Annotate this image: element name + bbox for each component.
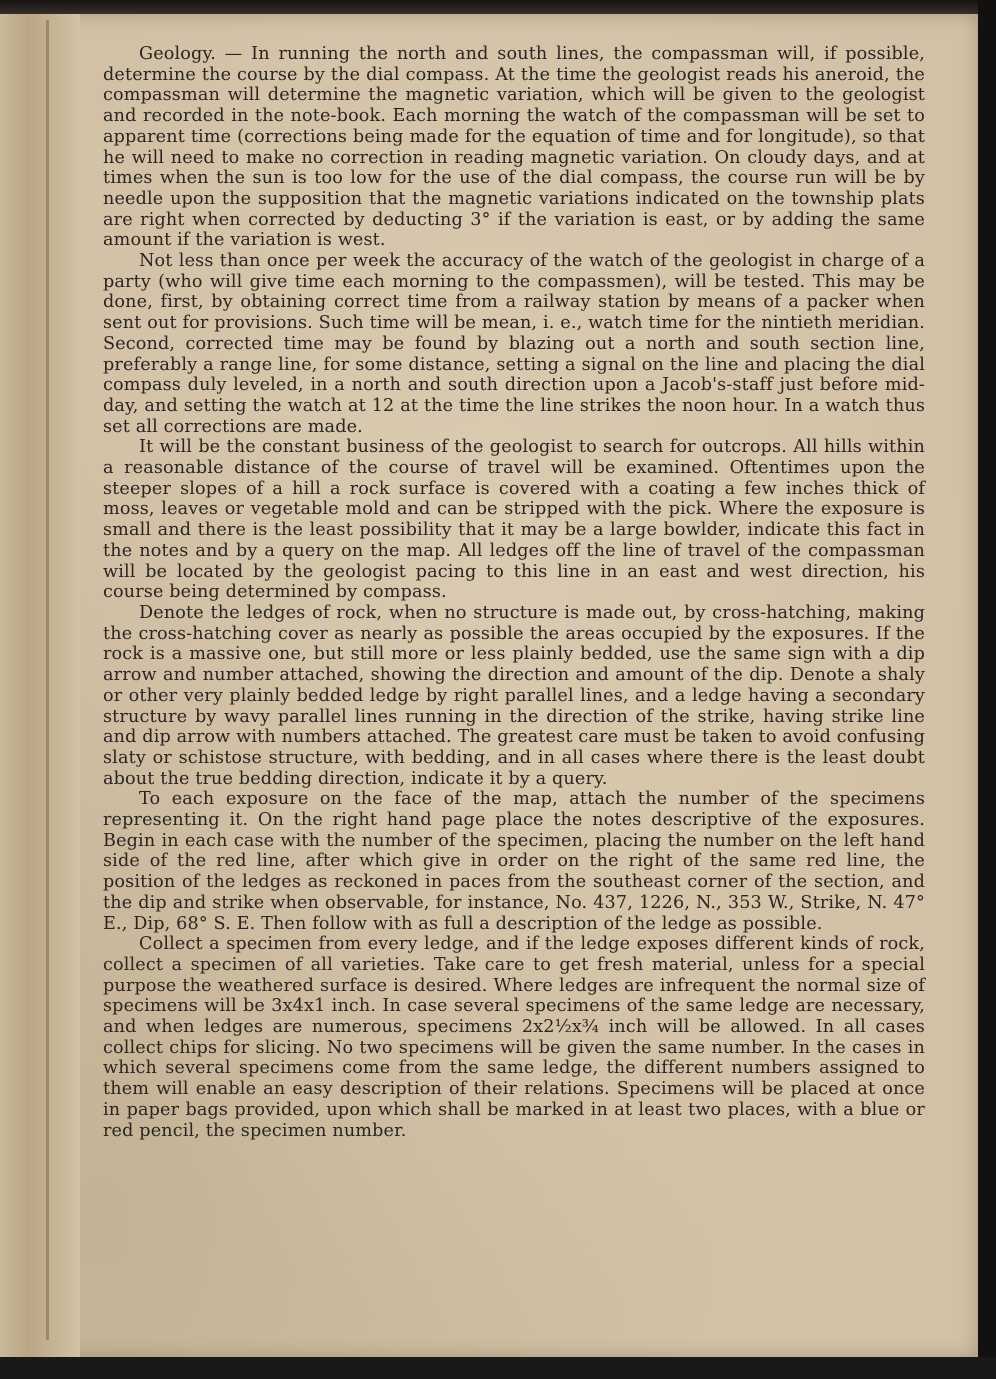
paragraph-outcrops: It will be the constant business of the geologist to search for outcrops. All hills within a reasonable distance of the course of travel will be examined. Oftentimes upon the steeper slopes of a hill a rock surface is covered with a coating a few inches thick of moss, leaves or vegetable mold and can be stripped with the pick. Where the exposure is small and there is the least possibility that it may be a large bowlder, indicate this fact in the notes and by a query on the map. All ledges off the line of travel of the compassman will be located by the geologist pacing to this line in an east and west direction, his course being determined by compass.	[103, 437, 925, 603]
right-book-edge	[978, 0, 996, 1379]
paragraph-geology: Geology. — In running the north and south lines, the compassman will, if possible, determine the course by the dial compass. At the time the geologist reads his aneroid, the compassman will determine the magnetic variation, which will be given to the geologist and recorded in the note-book. Each morning the watch of the compassman will be set to apparent time (corrections being made for the equation of time and for longitude), so that he will need to make no correction in reading magnetic variation. On cloudy days, and at times when the sun is too low for the use of the dial compass, the course run will be by needle upon the supposition that the magnetic variations indicated on the township plats are right when corrected by deducting 3° if the variation is east, or by adding the same amount if the variation is west.	[103, 44, 925, 251]
paragraph-specimen-numbers: To each exposure on the face of the map, attach the number of the specimens representing it. On the right hand page place the notes descriptive of the exposures. Begin in each case with the number of the specimen, placing the number on the left hand side of the red line, after which give in order on the right of the same red line, the position of the ledges as reckoned in paces from the southeast corner of the section, and the dip and strike when observable, for instance, No. 437, 1226, N., 353 W., Strike, N. 47° E., Dip, 68° S. E. Then follow with as full a description of the ledge as possible.	[103, 789, 925, 934]
bottom-book-edge	[0, 1357, 996, 1379]
paragraph-watch-accuracy: Not less than once per week the accuracy of the watch of the geologist in charge of a party (who will give time each morning to the compassmen), will be tested. This may be done, first, by obtaining correct time from a railway station by means of a packer when sent out for provisions. Such time will be mean, i. e., watch time for the nintieth meridian. Second, corrected time may be found by blazing out a north and south section line, preferably a range line, for some distance, setting a signal on the line and placing the dial compass duly leveled, in a north and south direction upon a Jacob's-staff just before mid-day, and setting the watch at 12 at the time the line strikes the noon hour. In a watch thus set all corrections are made.	[103, 251, 925, 437]
binding-gutter	[0, 14, 80, 1358]
page-text	[103, 44, 925, 1141]
paragraph-ledge-notation: Denote the ledges of rock, when no structure is made out, by cross-hatching, making the cross-hatching cover as nearly as possible the areas occupied by the exposures. If the rock is a massive one, but still more or less plainly bedded, use the same sign with a dip arrow and number attached, showing the direction and amount of the dip. Denote a shaly or other very plainly bedded ledge by right parallel lines, and a ledge having a secondary structure by wavy parallel lines running in the direction of the strike, having strike line and dip arrow with numbers attached. The greatest care must be taken to avoid confusing slaty or schistose structure, with bedding, and in all cases where there is the least doubt about the true bedding direction, indicate it by a query.	[103, 602, 925, 789]
paragraph-collecting-specimens: Collect a specimen from every ledge, and if the ledge exposes different kinds of rock, collect a specimen of all varieties. Take care to get fresh material, unless for a special purpose the weathered surface is desired. Where ledges are infrequent the normal size of specimens will be 3x4x1 inch. In case several specimens of the same ledge are necessary, and when ledges are numerous, specimens 2x2½x¾ inch will be allowed. In all cases collect chips for slicing. No two specimens will be given the same number. In the cases in which several specimens come from the same ledge, the different numbers assigned to them will enable an easy description of their relations. Specimens will be placed at once in paper bags provided, upon which shall be marked in at least two places, with a blue or red pencil, the specimen number.	[103, 934, 925, 1141]
binding-stitch-line	[46, 20, 49, 1340]
